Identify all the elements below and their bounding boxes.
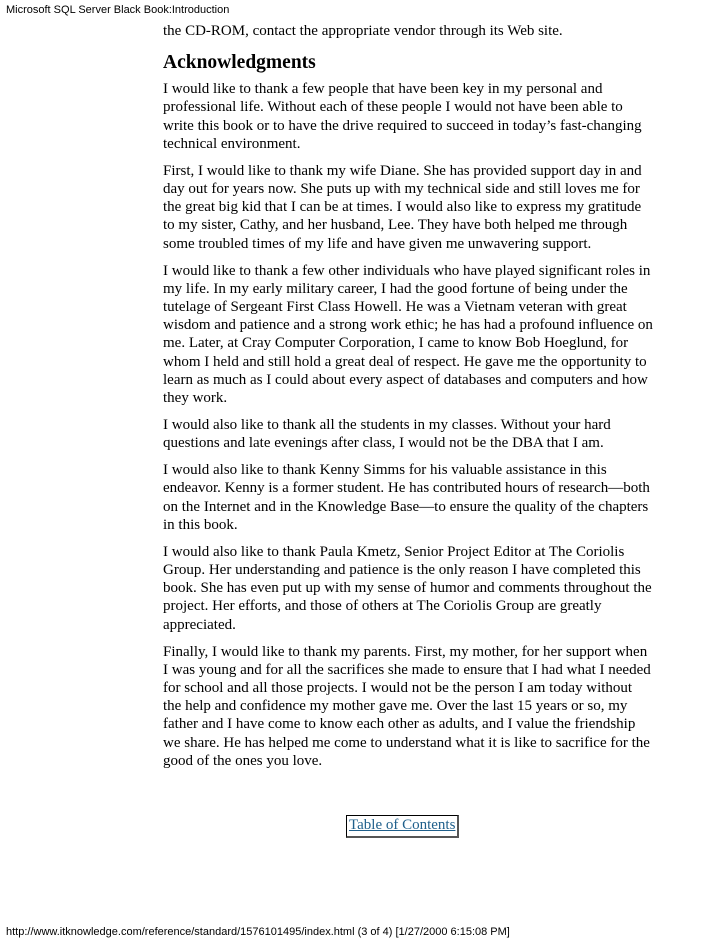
table-of-contents-box (346, 815, 459, 838)
paragraph-6: I would also like to thank Paula Kmetz, Senior Project Editor at The Coriolis Group. Her understanding and patience is the only reason I have completed this book. She has even put up with my sense of humor and comments throughout the project. Her efforts, and those of others at The Coriolis Group are greatly appreciated. (163, 543, 652, 633)
page-header-title: Microsoft SQL Server Black Book:Introduction (6, 4, 230, 16)
paragraph-4: I would also like to thank all the students in my classes. Without your hard questions and late evenings after class, I would not be the DBA that I am. (163, 417, 611, 452)
lead-paragraph: the CD-ROM, contact the appropriate vendor through its Web site. (163, 23, 563, 39)
section-heading: Acknowledgments (163, 52, 316, 74)
paragraph-2: First, I would like to thank my wife Diane. She has provided support day in and day out for years now. She puts up with my technical side and still loves me for the great big kid that I can be at times. I would also like to express my gratitude to my sister, Cathy, and her husband, Lee. They have both helped me through some troubled times of my life and have given me unwavering support. (163, 162, 642, 252)
paragraph-7: Finally, I would like to thank my parents. First, my mother, for her support when I was young and for all the sacrifices she made to ensure that I had what I needed for school and all those projects. I would not be the person I am today without the help and confidence my mother gave me. Over the last 15 years or so, my father and I have come to know each other as adults, and I value the friendship we share. He has helped me come to understand what it is like to sacrifice for the good of the ones you love. (163, 643, 651, 769)
paragraph-3: I would like to thank a few other individuals who have played significant roles in my life. In my early military career, I had the good fortune of being under the tutelage of Sergeant First Class Howell. He was a Vietnam veteran with great wisdom and patience and a strong work ethic; he has had a profound influence on me. Later, at Cray Computer Corporation, I came to know Bob Hoeglund, for whom I held and still hold a great deal of respect. He gave me the opportunity to learn as much as I could about every aspect of databases and computers and how they work. (163, 262, 653, 407)
page-footer-url: http://www.itknowledge.com/reference/standard/1576101495/index.html (3 of 4) [1/27/2000 6:15:08 PM] (6, 926, 510, 938)
paragraph-5: I would also like to thank Kenny Simms for his valuable assistance in this endeavor. Kenny is a former student. He has contributed hours of research—both on the Internet and in the Knowledge Base—to ensure the quality of the chapters in this book. (163, 462, 650, 533)
paragraph-1: I would like to thank a few people that have been key in my personal and professional life. Without each of these people I would not have been able to write this book or to have the drive required to succeed in today’s fast-changing technical environment. (163, 81, 642, 152)
table-of-contents-link[interactable]: Table of Contents (349, 817, 456, 833)
article-body (163, 22, 653, 779)
